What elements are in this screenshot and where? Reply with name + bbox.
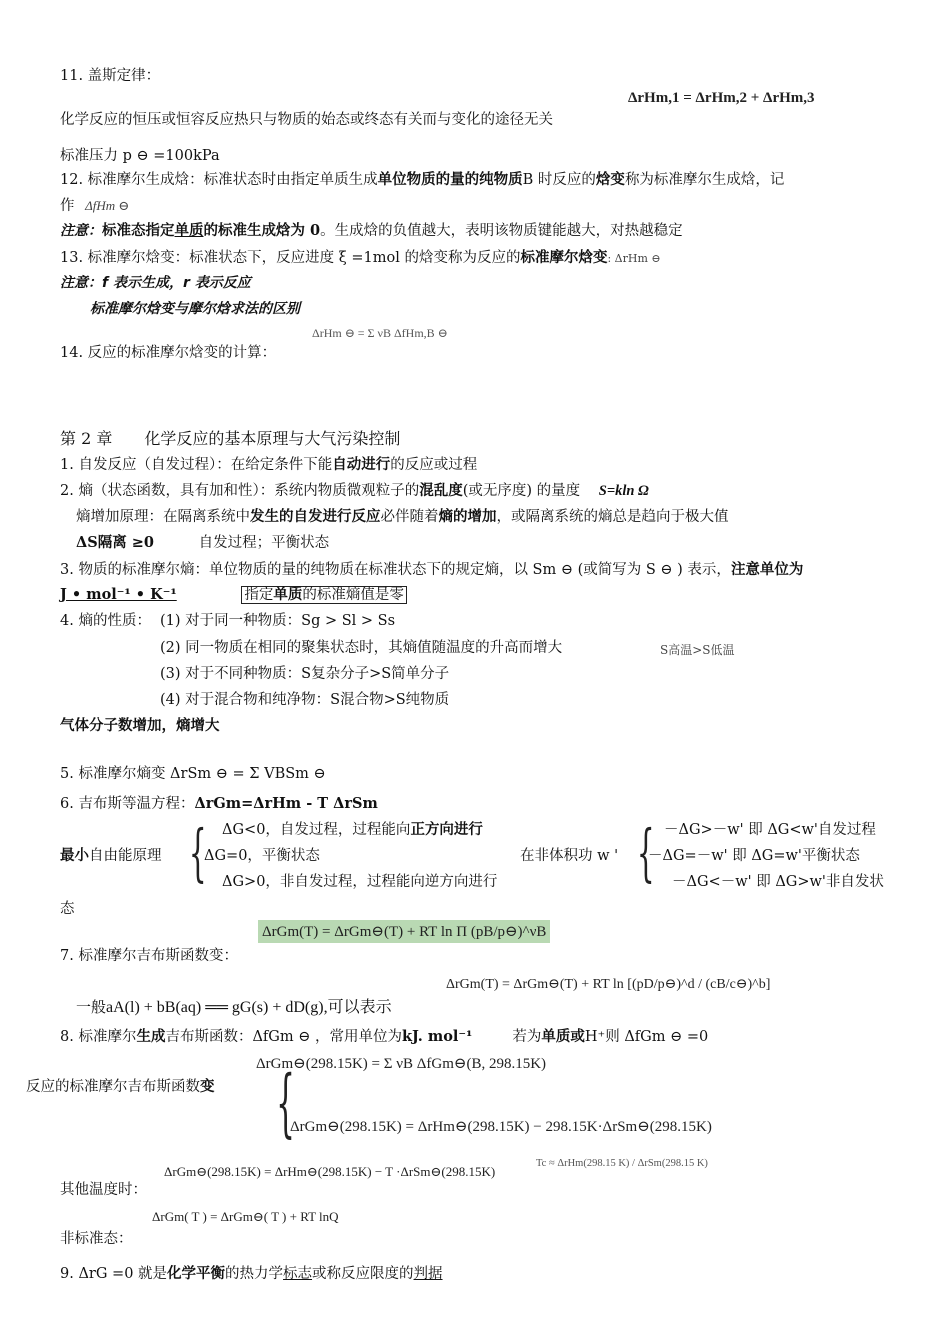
ch2-l9-c: 的热力学 xyxy=(225,1266,284,1282)
ch2-l2 xyxy=(60,481,649,501)
ch2-l3-a: 3. 物质的标准摩尔熵：单位物质的量的纯物质在标准状态下的规定熵，以 Sm ⊖ (或简写为 S ⊖ ) 表示， xyxy=(60,562,731,578)
ch2-l8-d: kJ. mol⁻¹ xyxy=(402,1028,473,1045)
general-reaction-formula: ΔrGm(T) = ΔrGm⊖(T) + RT ln [(pD/p⊖)^d / (cB/c⊖)^b] xyxy=(446,977,771,992)
ch2-l4-bold: 气体分子数增加，熵增大 xyxy=(60,717,220,734)
ch2-l2b-d: 熵的增加 xyxy=(438,508,497,525)
gp-r2: －ΔG=－w' 即 ΔG=w'平衡状态 xyxy=(648,848,860,864)
reaction-gibbs-formula-2: ΔrGm⊖(298.15K) = ΔrHm⊖(298.15K) − 298.15K·ΔrSm⊖(298.15K) xyxy=(290,1119,712,1135)
ch2-l2c xyxy=(76,533,329,553)
s12-note-c: 单质 xyxy=(174,222,204,239)
r-left xyxy=(26,1077,215,1097)
ch2-l2b-b: 发生的自发进行反应 xyxy=(250,508,381,525)
ch2-l6-a: 6. 吉布斯等温方程： xyxy=(60,796,195,812)
ch2-l8-g: H⁺则 ΔfGm ⊖ =0 xyxy=(584,1029,709,1045)
ch2-l2b-a: 熵增加原理：在隔离系统中 xyxy=(76,509,250,525)
s12-note-d: 的标准生成焓为 0 xyxy=(203,222,321,239)
s12-l1-b: 单位物质的量的纯物质 xyxy=(377,171,523,188)
gp-r3: －ΔG<－w' 即 ΔG>w'非自发状 xyxy=(672,874,884,890)
gp-1 xyxy=(222,820,483,840)
r-left-b: 变 xyxy=(200,1078,215,1095)
ch2-l7b-a: 一般 xyxy=(76,998,107,1016)
gp-brace-right: { xyxy=(636,816,655,889)
s12-line2 xyxy=(60,196,129,216)
gibbs-equation: ΔrGm=ΔrHm - T ΔrSm xyxy=(194,795,378,812)
ch2-l7b xyxy=(76,997,392,1018)
ch2-l2b-c: 必伴随着 xyxy=(380,509,439,525)
non-standard-formula: ΔrGm( T ) = ΔrGm⊖( T ) + RT lnQ xyxy=(152,1209,339,1224)
gp-1b: 正方向进行 xyxy=(410,821,483,838)
s12-l1-a: 12. 标准摩尔生成焓：标准状态时由指定单质生成 xyxy=(60,172,378,188)
s12-note xyxy=(60,221,683,241)
reaction-gibbs-formula-1: ΔrGm⊖(298.15K) = Σ νB ΔfGm⊖(B, 298.15K) xyxy=(256,1056,547,1072)
ch2-l8 xyxy=(60,1027,708,1047)
ch2-l1-c: 的反应或过程 xyxy=(390,457,478,473)
s11-title: 11. 盖斯定律： xyxy=(60,68,161,84)
ch2-l3c-d: 的标准熵值是零 xyxy=(302,587,404,603)
s13-line xyxy=(60,248,661,269)
s12-note-e: 。生成焓的负值越大，表明该物质键能越大，对热越稳定 xyxy=(320,223,683,239)
s12-l2-a: 作 xyxy=(60,198,75,214)
other-temp-formula: ΔrGm⊖(298.15K) = ΔrHm⊖(298.15K) − T ·ΔrSm⊖(298.15K) xyxy=(164,1164,496,1179)
ch2-l7-title: 7. 标准摩尔吉布斯函数变： xyxy=(60,948,238,964)
ch2-l5: 5. 标准摩尔熵变 ΔrSm ⊖ = Σ VBSm ⊖ xyxy=(60,766,326,782)
ch2-l2-a: 2. 熵（状态函数，具有加和性）：系统内物质微观粒子的 xyxy=(60,483,420,499)
ch2-l4-title: 4. 熵的性质： xyxy=(60,613,151,629)
s12-l1-c: B 时反应的 xyxy=(522,172,596,188)
s12-line1 xyxy=(60,170,784,190)
chapter-heading: 第 2 章 化学反应的基本原理与大气污染控制 xyxy=(60,429,401,448)
s13-handnote-1: 注意：f 表示生成，r 表示反应 xyxy=(60,275,251,291)
zero-entropy-box xyxy=(241,586,407,604)
entropy-unit: J • mol⁻¹ • K⁻¹ xyxy=(60,586,177,603)
gp-r1: －ΔG>－w' 即 ΔG<w'自发过程 xyxy=(664,822,876,838)
ch2-l1 xyxy=(60,455,477,475)
hess-formula: ΔrHm,1 = ΔrHm,2 + ΔrHm,3 xyxy=(628,90,815,106)
ch2-l8-e: 若为 xyxy=(512,1029,542,1045)
gp-left xyxy=(60,846,162,866)
non-standard-label: 非标准态： xyxy=(60,1231,133,1247)
ch2-l9-a: 9. ΔrG =0 就是 xyxy=(60,1266,168,1282)
ch2-l9-f: 判据 xyxy=(413,1266,443,1282)
ch2-l2-c: (或无序度) 的量度 xyxy=(462,483,581,499)
gibbs-isotherm-formula: ΔrGm(T) = ΔrGm⊖(T) + RT ln Π (pB/p⊖)^νB xyxy=(258,920,550,943)
ch2-l2b xyxy=(76,507,729,527)
ch2-l7b-b: 可以表示 xyxy=(327,997,392,1016)
s13-c: : ΔrHm ⊖ xyxy=(607,252,661,265)
s11-text: 化学反应的恒压或恒容反应热只与物质的始态或终态有关而与变化的途径无关 xyxy=(60,112,553,128)
s13-b: 标准摩尔焓变 xyxy=(520,249,608,266)
ch2-l2c-a: ΔS隔离 ≥0 xyxy=(76,534,155,551)
ch2-l4-2: (2) 同一物质在相同的聚集状态时，其熵值随温度的升高而增大 xyxy=(160,640,563,656)
ch2-l8-b: 生成 xyxy=(136,1028,166,1045)
other-temp-label: 其他温度时： xyxy=(60,1182,147,1198)
ch2-l6 xyxy=(60,794,378,814)
ch2-l1-b: 自动进行 xyxy=(332,456,391,473)
ch2-l3-b: 注意单位为 xyxy=(730,561,804,578)
ch2-l1-a: 1. 自发反应（自发过程）：在给定条件下能 xyxy=(60,457,333,473)
gp-mid: 在非体积功 w ' xyxy=(520,848,619,864)
ch2-l2-b: 混乱度 xyxy=(419,482,463,499)
s14-formula: ΔrHm ⊖ = Σ νB ΔfHm,B ⊖ xyxy=(312,326,448,340)
gp-left-a: 最小 xyxy=(60,847,89,864)
ch2-l9-b: 化学平衡 xyxy=(167,1265,226,1282)
ch2-l8-c: 吉布斯函数：ΔfGm ⊖ ，常用单位为 xyxy=(165,1029,402,1045)
s13-handnote-2: 标准摩尔焓变与摩尔焓求法的区别 xyxy=(90,301,300,317)
ch2-l8-a: 8. 标准摩尔 xyxy=(60,1029,137,1045)
gp-3: ΔG>0，非自发过程，过程能向逆方向进行 xyxy=(222,874,498,890)
gp-left-b: 自由能原理 xyxy=(89,848,162,864)
ch2-l4-3: (3) 对于不同种物质：S复杂分子>S简单分子 xyxy=(160,666,450,682)
gp-r3b: 态 xyxy=(60,901,75,917)
tc-formula: Tc ≈ ΔrHm(298.15 K) / ΔrSm(298.15 K) xyxy=(536,1158,708,1169)
ch2-l3c-b: 指定 xyxy=(244,587,274,603)
ch2-l2b-e: ，或隔离系统的熵总是趋向于极大值 xyxy=(496,509,729,525)
s12-note-b: 标准态指定 xyxy=(102,222,175,239)
s12-l1-e: 称为标准摩尔生成焓，记 xyxy=(624,172,785,188)
r-brace: { xyxy=(276,1060,295,1146)
ch2-l9-e: 或称反应限度的 xyxy=(312,1266,414,1282)
gp-brace-left: { xyxy=(188,816,207,889)
s12-symbol: ΔfHm ⊖ xyxy=(85,198,130,213)
s12-note-label: 注意： xyxy=(60,223,102,239)
s12-l1-d: 焓变 xyxy=(595,171,625,188)
ch2-l9-d: 标志 xyxy=(283,1266,313,1282)
general-reaction-equation: aA(l) + bB(aq) ══ gG(s) + dD(g), xyxy=(106,999,328,1016)
s13-a: 13. 标准摩尔焓变：标准状态下，反应进度 ξ =1mol 的焓变称为反应的 xyxy=(60,250,521,266)
s14-title: 14. 反应的标准摩尔焓变的计算： xyxy=(60,345,277,361)
ch2-l4-4: (4) 对于混合物和纯净物：S混合物>S纯物质 xyxy=(160,692,450,708)
ch2-l3 xyxy=(60,560,803,580)
ch2-l3c-c: 单质 xyxy=(273,586,303,603)
entropy-formula: S=kln Ω xyxy=(598,483,649,499)
ch2-l3c xyxy=(60,585,407,605)
ch2-l8-f: 单质或 xyxy=(541,1028,585,1045)
ch2-l4-2b: S高温>S低温 xyxy=(660,643,735,657)
ch2-l4-1: (1) 对于同一种物质：Sg > Sl > Ss xyxy=(160,613,396,629)
ch2-l9 xyxy=(60,1264,443,1284)
standard-pressure: 标准压力 p ⊖ =100kPa xyxy=(60,148,220,164)
gp-1a: ΔG<0，自发过程，过程能向 xyxy=(222,822,411,838)
r-left-a: 反应的标准摩尔吉布斯函数 xyxy=(26,1079,200,1095)
ch2-l2c-b: 自发过程；平衡状态 xyxy=(198,535,330,551)
gp-2: ΔG=0，平衡状态 xyxy=(204,848,320,864)
